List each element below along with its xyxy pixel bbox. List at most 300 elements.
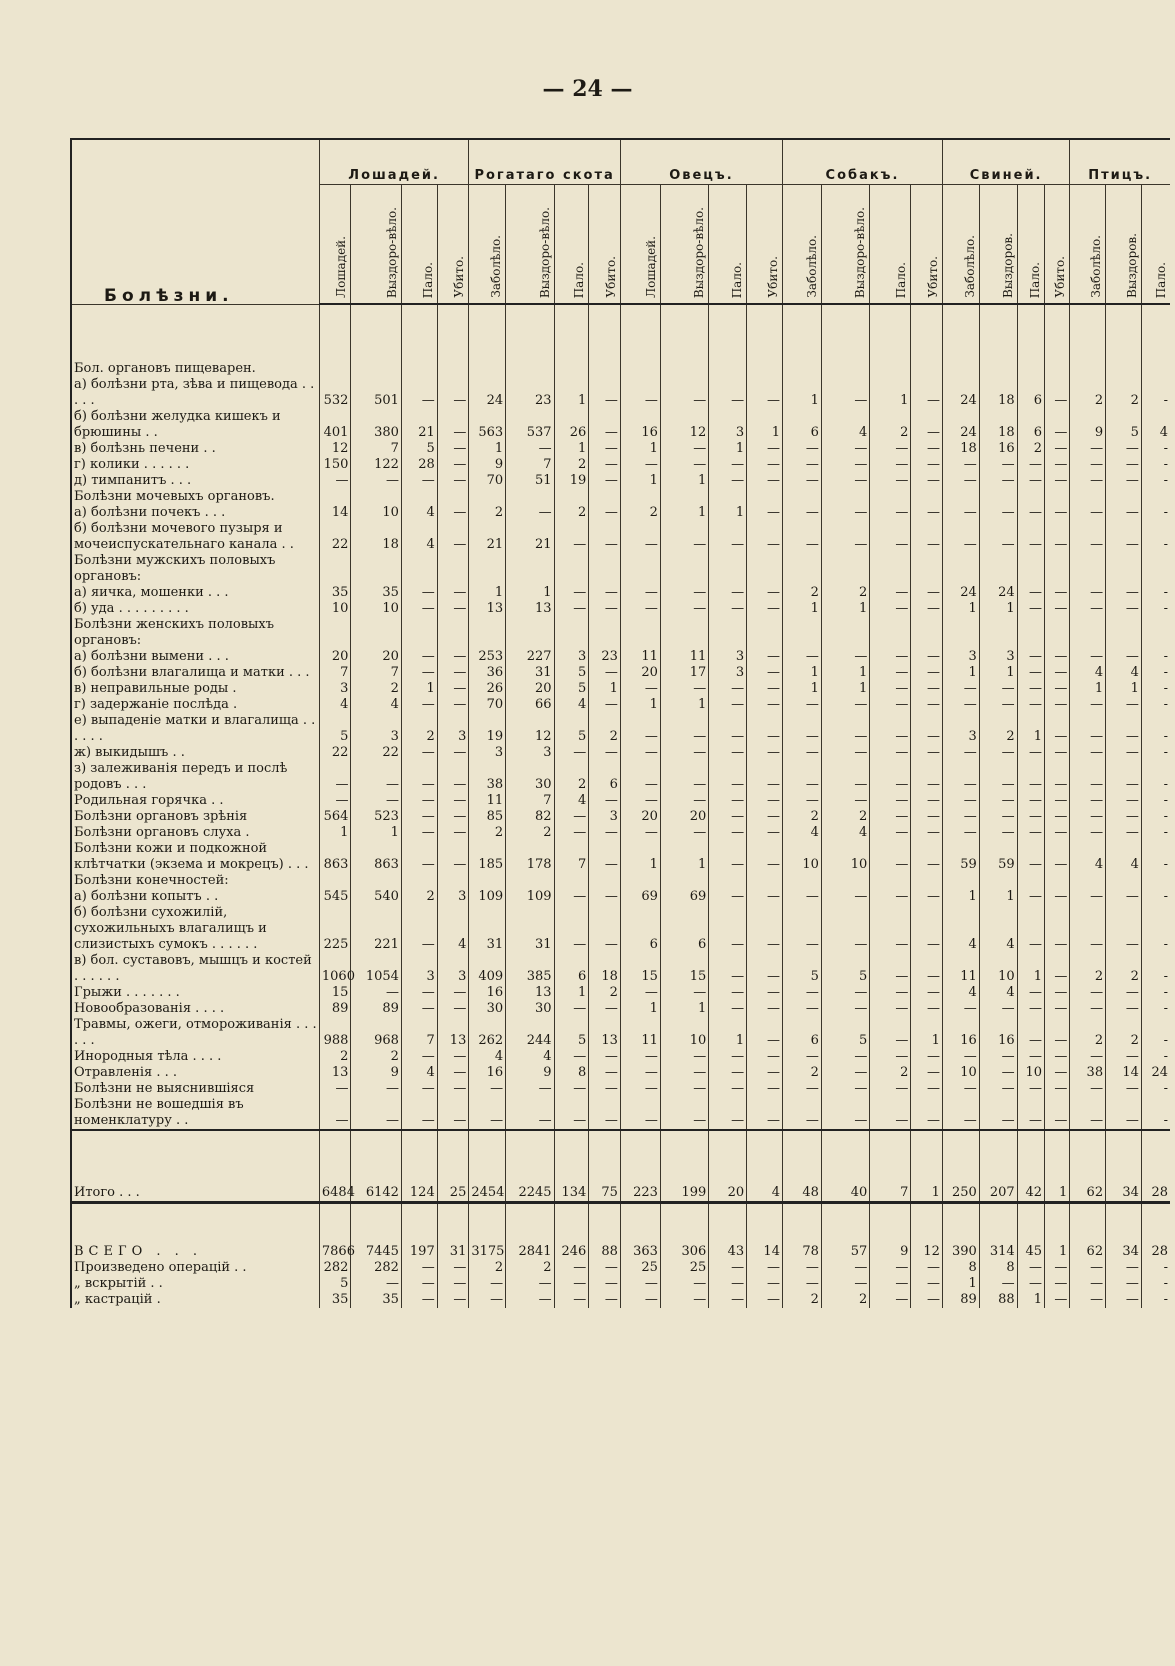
value-cell: - [1141,841,1170,873]
value-cell: 2 [782,809,821,825]
spacer-cell [1141,304,1170,361]
value-cell: 3 [942,649,979,665]
spacer-cell [351,304,402,361]
value-cell: — [589,889,621,905]
value-cell: — [437,649,469,665]
value-cell: — [870,889,911,905]
value-cell: — [747,1292,783,1308]
value-cell: - [1141,713,1170,745]
value-cell: — [660,377,708,409]
value-cell: 3 [437,713,469,745]
value-cell: — [821,1260,869,1276]
value-cell: — [979,457,1017,473]
value-cell [1141,617,1170,649]
value-cell [782,553,821,585]
value-cell: 7 [319,665,351,681]
table-row [71,377,1170,409]
value-cell: — [942,681,979,697]
value-cell: 2 [469,825,506,841]
value-cell: 3 [979,649,1017,665]
value-cell: — [506,1097,554,1130]
disease-statistics-table [70,138,1170,1308]
value-cell: — [1017,649,1044,665]
value-cell: — [709,713,747,745]
row-label: Болѣзни мужскихъ половыхъ органовъ: [71,553,319,585]
table-row [71,1049,1170,1065]
value-cell: 35 [319,1292,351,1308]
value-cell [870,489,911,505]
value-cell [942,489,979,505]
value-cell: — [1106,441,1142,457]
value-cell: - [1141,985,1170,1001]
value-cell: - [1141,889,1170,905]
value-cell: 1 [469,441,506,457]
value-cell: — [554,905,589,953]
value-cell: — [709,473,747,489]
value-cell: — [870,1276,911,1292]
value-cell [469,617,506,649]
value-cell: — [911,1065,943,1081]
value-cell: 70 [469,473,506,489]
value-cell: 2 [620,505,660,521]
column-header-18 [1017,185,1044,305]
value-cell: — [351,793,402,809]
value-cell: 1 [1017,953,1044,985]
value-cell: — [979,825,1017,841]
value-cell: 16 [979,441,1017,457]
value-cell: 385 [506,953,554,985]
value-cell: 4 [554,793,589,809]
value-cell: 89 [942,1292,979,1308]
value-cell: 7445 [351,1203,402,1261]
column-header-label: Заболѣло. [1089,235,1104,298]
value-cell [942,361,979,377]
value-cell: — [911,377,943,409]
value-cell: 35 [319,585,351,601]
value-cell: 3 [554,649,589,665]
value-cell [506,553,554,585]
value-cell: 22 [319,745,351,761]
value-cell: — [821,697,869,713]
value-cell: — [554,889,589,905]
value-cell: 2 [821,809,869,825]
column-header-label: Выздоро-вѣло. [692,206,707,298]
value-cell: — [620,713,660,745]
value-cell [401,553,437,585]
column-header-10 [709,185,747,305]
value-cell: - [1141,953,1170,985]
value-cell: — [709,681,747,697]
column-header-label: Пало. [730,261,745,298]
value-cell: 2 [821,585,869,601]
column-header-21 [1106,185,1142,305]
value-cell: 22 [351,745,402,761]
value-cell: 9 [870,1203,911,1261]
spacer-cell [979,304,1017,361]
value-cell: 28 [1141,1130,1170,1203]
value-cell [620,873,660,889]
page-number: — 24 — [542,76,633,102]
value-cell: 863 [319,841,351,873]
value-cell [437,553,469,585]
value-cell: - [1141,1017,1170,1049]
column-header-label: Выздоро-вѣло. [384,206,399,298]
value-cell: 5 [319,1276,351,1292]
value-cell: 26 [554,409,589,441]
value-cell: — [401,793,437,809]
value-cell: 1 [979,601,1017,617]
table-body [71,361,1170,1308]
value-cell: — [942,521,979,553]
value-cell: 4 [942,905,979,953]
column-header-label: Заболѣло. [962,235,977,298]
value-cell: — [870,985,911,1001]
value-cell: — [437,825,469,841]
value-cell: 35 [351,585,402,601]
value-cell [911,361,943,377]
value-cell: 1 [554,377,589,409]
value-cell: — [589,377,621,409]
value-cell: — [1017,665,1044,681]
row-label: а) болѣзни копытъ . . [71,889,319,905]
value-cell: 16 [469,1065,506,1081]
value-cell: - [1141,761,1170,793]
value-cell: — [870,1292,911,1308]
value-cell: 26 [469,681,506,697]
value-cell: 1 [942,601,979,617]
value-cell: — [1045,1260,1070,1276]
value-cell: — [709,601,747,617]
column-header-5 [506,185,554,305]
value-cell: 363 [620,1203,660,1261]
value-cell: 23 [589,649,621,665]
value-cell: — [660,681,708,697]
value-cell: 28 [401,457,437,473]
value-cell [351,489,402,505]
value-cell: 62 [1070,1203,1106,1261]
value-cell: — [1070,1276,1106,1292]
value-cell: — [1070,793,1106,809]
value-cell: 5 [554,1017,589,1049]
value-cell: — [1045,745,1070,761]
value-cell: 24 [942,377,979,409]
value-cell: 2 [506,1260,554,1276]
value-cell: — [554,585,589,601]
value-cell: — [1045,905,1070,953]
value-cell: 2 [1070,953,1106,985]
value-cell: — [554,601,589,617]
value-cell: 31 [506,905,554,953]
value-cell: 1 [506,585,554,601]
value-cell [319,553,351,585]
section-heading-row [71,617,1170,649]
value-cell: 1 [319,825,351,841]
value-cell: 6 [1017,409,1044,441]
value-cell: — [589,905,621,953]
value-cell: 1 [821,601,869,617]
value-cell: — [469,1292,506,1308]
value-cell: 12 [660,409,708,441]
value-cell: - [1141,441,1170,457]
value-cell: — [1017,505,1044,521]
value-cell: 13 [506,601,554,617]
value-cell: — [589,841,621,873]
column-header-13 [821,185,869,305]
value-cell: — [554,1001,589,1017]
value-cell: — [911,825,943,841]
value-cell: 6 [620,905,660,953]
value-cell: 9 [1070,409,1106,441]
value-cell: 1 [1106,681,1142,697]
value-cell: — [1106,1001,1142,1017]
value-cell: 988 [319,1017,351,1049]
value-cell: — [821,1097,869,1130]
value-cell: — [437,1081,469,1097]
value-cell: — [1045,1276,1070,1292]
value-cell: — [1106,713,1142,745]
value-cell: 11 [469,793,506,809]
column-header-label: Пало. [1154,261,1168,298]
value-cell: — [782,1049,821,1065]
value-cell: — [1045,649,1070,665]
value-cell [620,489,660,505]
value-cell: — [747,793,783,809]
value-cell: — [747,1049,783,1065]
value-cell: — [506,505,554,521]
value-cell: — [942,697,979,713]
table-row [71,793,1170,809]
value-cell [1141,873,1170,889]
value-cell: — [747,665,783,681]
value-cell: 5 [821,1017,869,1049]
value-cell: 5 [1106,409,1142,441]
value-cell: — [437,1001,469,1017]
table-row [71,505,1170,521]
value-cell [401,617,437,649]
spacer-cell [589,304,621,361]
value-cell: 109 [506,889,554,905]
value-cell: — [319,473,351,489]
value-cell: — [911,1292,943,1308]
value-cell: 223 [620,1130,660,1203]
value-cell: 10 [660,1017,708,1049]
value-cell [782,361,821,377]
value-cell: — [660,585,708,601]
value-cell: — [870,473,911,489]
value-cell: — [1106,889,1142,905]
value-cell: 40 [821,1130,869,1203]
value-cell: 1 [1017,713,1044,745]
value-cell: — [1106,985,1142,1001]
value-cell: 30 [506,761,554,793]
value-cell: 2 [1070,1017,1106,1049]
value-cell: 14 [1106,1065,1142,1081]
column-header-label: Выздоров. [1124,232,1139,298]
value-cell: 18 [589,953,621,985]
value-cell: 150 [319,457,351,473]
value-cell: 25 [620,1260,660,1276]
value-cell [1017,553,1044,585]
value-cell: - [1141,745,1170,761]
value-cell: 4 [979,905,1017,953]
group-header-1: Рогатаго скота [469,139,621,185]
value-cell: 4 [506,1049,554,1065]
value-cell: — [1070,601,1106,617]
value-cell: — [620,1049,660,1065]
value-cell: — [821,441,869,457]
value-cell: 1 [782,377,821,409]
value-cell: 16 [942,1017,979,1049]
value-cell: — [1045,697,1070,713]
value-cell [351,361,402,377]
value-cell: 225 [319,905,351,953]
value-cell: 20 [506,681,554,697]
value-cell: 1 [1070,681,1106,697]
value-cell: — [401,649,437,665]
value-cell: — [942,761,979,793]
value-cell: 8 [942,1260,979,1276]
value-cell: — [589,793,621,809]
value-cell: 2 [351,1049,402,1065]
diseases-title: Болѣзни. [104,285,234,306]
value-cell: — [1045,409,1070,441]
row-label: д) тимпанитъ . . . [71,473,319,489]
value-cell: 57 [821,1203,869,1261]
value-cell: — [437,1097,469,1130]
row-label: в) бол. суставовъ, мышцъ и костей . . . . . . [71,953,319,985]
value-cell: 88 [979,1292,1017,1308]
value-cell: — [1017,1081,1044,1097]
value-cell: 1 [782,681,821,697]
value-cell: 4 [1070,841,1106,873]
spacer-cell [319,304,351,361]
value-cell: — [942,473,979,489]
value-cell: 3 [469,745,506,761]
column-header-label: Пало. [572,261,587,298]
value-cell [437,617,469,649]
spacer-cell [1106,304,1142,361]
value-cell: — [747,1017,783,1049]
row-label: в) болѣзнь печени . . [71,441,319,457]
value-cell: — [870,713,911,745]
value-cell: — [660,1097,708,1130]
value-cell: — [589,601,621,617]
value-cell: — [589,585,621,601]
value-cell: — [942,1097,979,1130]
spacer-cell [782,304,821,361]
value-cell: — [911,1001,943,1017]
value-cell: - [1141,1260,1170,1276]
value-cell: — [821,505,869,521]
table-row [71,585,1170,601]
value-cell [1070,361,1106,377]
value-cell: — [554,521,589,553]
value-cell: — [401,1081,437,1097]
value-cell: — [1106,905,1142,953]
value-cell: 2 [401,713,437,745]
value-cell: 563 [469,409,506,441]
value-cell: — [782,889,821,905]
value-cell [747,489,783,505]
value-cell: — [747,505,783,521]
value-cell: 14 [747,1203,783,1261]
value-cell: — [660,1065,708,1081]
value-cell: — [437,1260,469,1276]
value-cell: - [1141,649,1170,665]
table-row [71,665,1170,681]
value-cell: — [821,1001,869,1017]
value-cell: — [747,697,783,713]
value-cell: - [1141,1292,1170,1308]
value-cell: 70 [469,697,506,713]
value-cell: 3 [401,953,437,985]
value-cell: — [554,809,589,825]
value-cell: 11 [660,649,708,665]
value-cell [351,873,402,889]
value-cell: — [747,1065,783,1081]
value-cell: — [979,1081,1017,1097]
value-cell: — [979,1049,1017,1065]
value-cell: 2245 [506,1130,554,1203]
value-cell: — [351,1097,402,1130]
value-cell: — [709,985,747,1001]
value-cell: — [437,601,469,617]
value-cell: 4 [1070,665,1106,681]
value-cell: 75 [589,1130,621,1203]
value-cell: — [589,1065,621,1081]
value-cell: — [620,825,660,841]
value-cell: 85 [469,809,506,825]
value-cell: — [660,1276,708,1292]
value-cell: — [870,601,911,617]
value-cell: — [870,761,911,793]
value-cell: — [870,1001,911,1017]
value-cell: 7 [351,441,402,457]
value-cell: 13 [319,1065,351,1081]
row-label: б) болѣзни влагалища и матки . . . [71,665,319,681]
value-cell: — [1070,521,1106,553]
value-cell: 15 [660,953,708,985]
spacer-cell [506,304,554,361]
value-cell: — [401,377,437,409]
value-cell: — [1045,1097,1070,1130]
value-cell: — [589,521,621,553]
value-cell: — [942,457,979,473]
value-cell: — [660,745,708,761]
value-cell: 2 [589,985,621,1001]
value-cell: — [620,1081,660,1097]
value-cell: — [589,825,621,841]
value-cell: — [1045,441,1070,457]
value-cell: 7 [506,793,554,809]
value-cell: 13 [437,1017,469,1049]
value-cell: 3 [437,889,469,905]
value-cell [620,553,660,585]
value-cell: — [979,473,1017,489]
value-cell: — [506,1276,554,1292]
value-cell [1017,617,1044,649]
value-cell [942,553,979,585]
group-header-5: Птицъ. [1070,139,1170,185]
value-cell: — [870,841,911,873]
value-cell: 1 [660,505,708,521]
value-cell [870,361,911,377]
column-header-16 [942,185,979,305]
value-cell: 401 [319,409,351,441]
value-cell: 4 [401,505,437,521]
value-cell: 2 [351,681,402,697]
value-cell: 1 [620,841,660,873]
